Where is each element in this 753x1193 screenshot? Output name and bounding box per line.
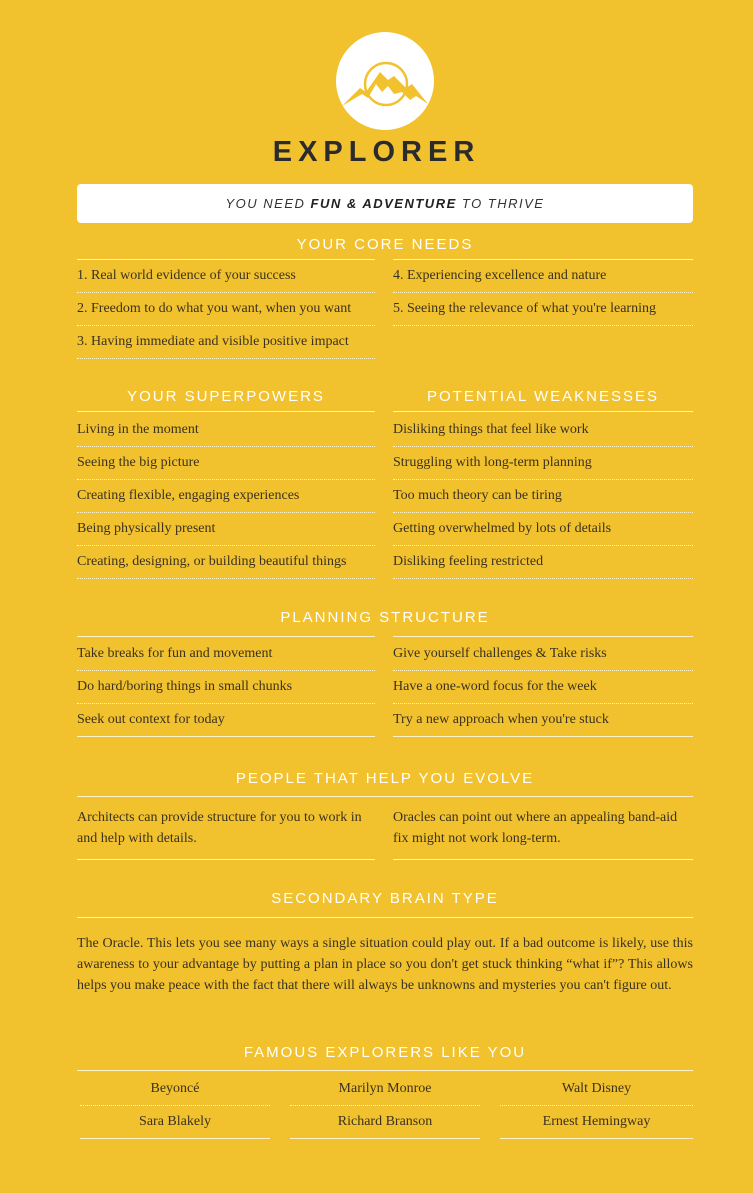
planning-rule-right xyxy=(393,636,693,637)
core-needs-heading: YOUR CORE NEEDS xyxy=(296,236,474,253)
banner-text-pre: YOU NEED xyxy=(225,196,311,211)
list-item: Marilyn Monroe xyxy=(290,1073,480,1106)
mountain-sun-icon xyxy=(336,32,434,130)
list-item: 5. Seeing the relevance of what you're learning xyxy=(393,293,693,326)
thrive-banner xyxy=(77,184,693,223)
secondary-text: The Oracle. This lets you see many ways a single situation could play out. If a bad outcome is likely, use this awareness to your advantage by putting a plan in place so you don't get stuck thinking “what if”? This allows helps you make peace with the fact that there will always be unknowns and mysteries you can't figure out. xyxy=(77,936,693,993)
people-right-text: Oracles can point out where an appealing band-aid fix might not work long-term. xyxy=(393,810,678,846)
list-item: 3. Having immediate and visible positive impact xyxy=(77,326,375,359)
weaknesses-heading: POTENTIAL WEAKNESSES xyxy=(393,388,693,412)
list-item: Seeing the big picture xyxy=(77,447,375,480)
list-item: Richard Branson xyxy=(290,1106,480,1139)
people-rule-right xyxy=(393,859,693,860)
secondary-heading: SECONDARY BRAIN TYPE xyxy=(271,890,499,907)
planning-left-list xyxy=(77,638,375,737)
core-needs-right-list xyxy=(393,260,693,326)
list-item: Getting overwhelmed by lots of details xyxy=(393,513,693,546)
list-item: Walt Disney xyxy=(500,1073,693,1106)
list-item: Seek out context for today xyxy=(77,704,375,737)
banner-text-post: TO THRIVE xyxy=(456,196,545,211)
list-item: 1. Real world evidence of your success xyxy=(77,260,375,293)
list-item: Try a new approach when you're stuck xyxy=(393,704,693,737)
famous-col-3 xyxy=(500,1073,693,1139)
list-item: Creating flexible, engaging experiences xyxy=(77,480,375,513)
famous-col-2 xyxy=(290,1073,480,1139)
superpowers-heading: YOUR SUPERPOWERS xyxy=(77,388,375,412)
list-item: Disliking feeling restricted xyxy=(393,546,693,579)
list-item: Too much theory can be tiring xyxy=(393,480,693,513)
secondary-rule xyxy=(77,917,693,918)
list-item: 4. Experiencing excellence and nature xyxy=(393,260,693,293)
famous-heading: FAMOUS EXPLORERS LIKE YOU xyxy=(243,1044,527,1061)
weaknesses-list xyxy=(393,414,693,579)
famous-rule xyxy=(77,1070,693,1071)
list-item: Creating, designing, or building beautiful things xyxy=(77,546,375,579)
list-item: Struggling with long-term planning xyxy=(393,447,693,480)
banner-text-bold: FUN & ADVENTURE xyxy=(310,196,457,211)
list-item: Have a one-word focus for the week xyxy=(393,671,693,704)
list-item: Living in the moment xyxy=(77,414,375,447)
list-item: Ernest Hemingway xyxy=(500,1106,693,1139)
planning-rule-left xyxy=(77,636,375,637)
core-needs-left-list xyxy=(77,260,375,359)
list-item: Beyoncé xyxy=(80,1073,270,1106)
list-item: Sara Blakely xyxy=(80,1106,270,1139)
people-rule-left xyxy=(77,859,375,860)
page-title: EXPLORER xyxy=(272,136,481,168)
superpowers-list xyxy=(77,414,375,579)
list-item: Disliking things that feel like work xyxy=(393,414,693,447)
list-item: Give yourself challenges & Take risks xyxy=(393,638,693,671)
people-heading: PEOPLE THAT HELP YOU EVOLVE xyxy=(235,770,535,787)
list-item: Take breaks for fun and movement xyxy=(77,638,375,671)
people-left-text: Architects can provide structure for you to work in and help with details. xyxy=(77,810,362,846)
list-item: Being physically present xyxy=(77,513,375,546)
planning-heading: PLANNING STRUCTURE xyxy=(280,609,490,626)
planning-right-list xyxy=(393,638,693,737)
famous-col-1 xyxy=(80,1073,270,1139)
people-rule-top xyxy=(77,796,693,797)
list-item: Do hard/boring things in small chunks xyxy=(77,671,375,704)
list-item: 2. Freedom to do what you want, when you want xyxy=(77,293,375,326)
